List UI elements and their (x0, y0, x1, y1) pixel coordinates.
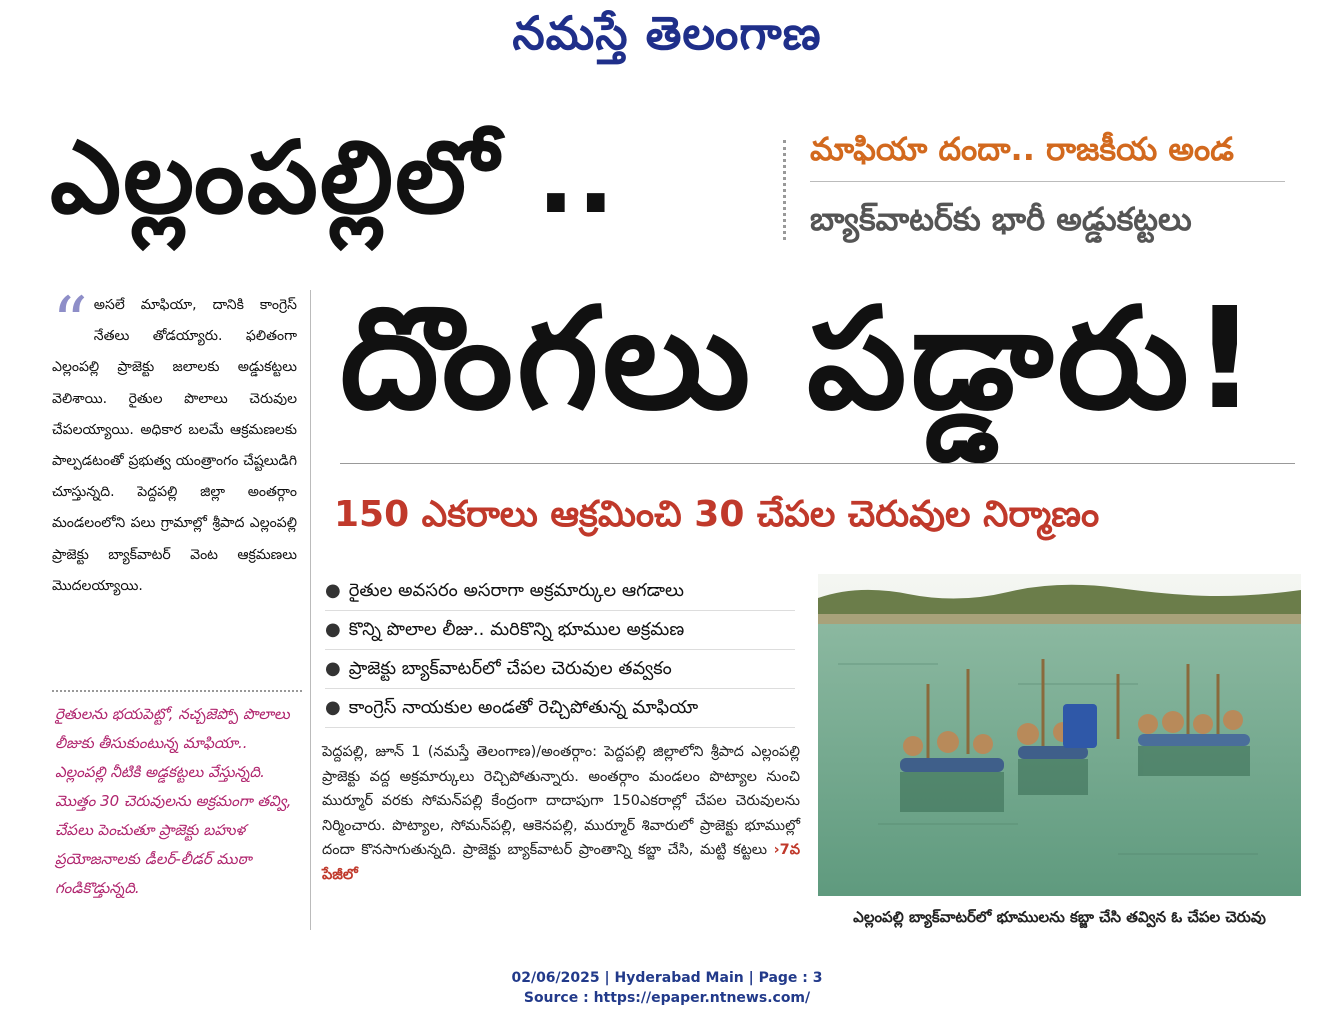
bullet-dot-icon: ● (325, 658, 341, 679)
pull-quote: రైతులను భయపెట్టో, నచ్చజెప్పో పొలాలు లీజుకు తీసుకుంటున్న మాఫియా.. ఎల్లంపల్లి నీటికి అడ్డకట్టలు వేస్తున్నది. మొత్తం 30 చెరువులను అక్రమంగా తవ్వి, చేపలు పెంచుతూ ప్రాజెక్టు బహుళ ప్రయోజనాలకు డీలర్-లీడర్ ముఠా గండికొడ్తున్నది. (55, 705, 292, 897)
bullet-dot-icon: ● (325, 580, 341, 601)
headline-line-2: దొంగలు పడ్డారు! (340, 278, 1261, 441)
list-item: ● కాంగ్రెస్ నాయకుల అండతో రెచ్చిపోతున్న మాఫియా (325, 689, 795, 728)
quote-mark-icon: “ (52, 282, 88, 364)
bullet-list (325, 572, 795, 728)
masthead: నమస్తే తెలంగాణ (512, 6, 822, 60)
column-divider (310, 290, 311, 930)
section-divider (52, 690, 302, 692)
page-footer (0, 968, 1334, 1008)
kicker-1: మాఫియా దందా.. రాజకీయ అండ (810, 130, 1234, 168)
list-item: ● రైతుల అవసరం అసరాగా అక్రమార్కుల ఆగడాలు (325, 572, 795, 611)
article-body-text: పెద్దపల్లి, జూన్ 1 (నమస్తే తెలంగాణ)/అంతర్గాం: పెద్దపల్లి జిల్లాలోని శ్రీపాద ఎల్లంపల్లి ప్రాజెక్టు వద్ద అక్రమార్కులు రెచ్చిపోతున్నారు. అంతర్గాం మండలం పొట్యాల నుంచి ముర్మూర్ వరకు సోమన్‌పల్లి కేంద్రంగా దాదాపుగా 150ఎకరాల్లో చేపల చెరువులను నిర్మించారు. పొట్యాల, సోమన్‌పల్లి, ఆకెనపల్లి, ముర్మూర్ శివారులో ప్రాజెక్టు భూముల్లో దందా కొనసాగుతున్నది. ప్రాజెక్టు బ్యాక్‌వాటర్ ప్రాంతాన్ని కబ్జా చేసి, మట్టి కట్టలు (322, 744, 800, 858)
kicker-divider (783, 140, 790, 240)
list-item: ● కొన్ని పొలాల లీజు.. మరికొన్ని భూముల అక్రమణ (325, 611, 795, 650)
fish-pond-photo (818, 574, 1301, 896)
bullet-dot-icon: ● (325, 697, 341, 718)
photo-caption: ఎల్లంపల్లి బ్యాక్‌వాటర్‌లో భూములను కబ్జా చేసి తవ్విన ఓ చేపల చెరువు (853, 908, 1266, 926)
kicker-2: బ్యాక్‌వాటర్‌కు భారీ అడ్డుకట్టలు (810, 200, 1192, 238)
bullet-dot-icon: ● (325, 619, 341, 640)
headline-line-1: ఎల్లంపల్లిలో .. (50, 119, 617, 236)
kicker-rule (810, 181, 1285, 182)
headline-rule (340, 463, 1295, 464)
intro-quote-text: అసలే మాఫియా, దానికి కాంగ్రెస్ నేతలు తోడయ్యారు. ఫలితంగా ఎల్లంపల్లి ప్రాజెక్టు జలాలకు అడ్డుకట్టలు వెలిశాయి. రైతుల పొలాలు చెరువుల చేపలయ్యాయి. అధికార బలమే ఆక్రమణలకు పాల్పడటంతో ప్రభుత్వ యంత్రాంగం చేష్టలుడిగి చూస్తున్నది. పెద్దపల్లి జిల్లా అంతర్గాం మండలంలోని పలు గ్రామాల్లో శ్రీపాద ఎల్లంపల్లి ప్రాజెక్టు బ్యాక్‌వాటర్ వెంట ఆక్రమణలు మొదలయ్యాయి. (52, 297, 297, 594)
main-subheading: 150 ఎకరాలు ఆక్రమించి 30 చేపల చెరువుల నిర్మాణం (334, 494, 1100, 535)
intro-quote (52, 282, 297, 602)
footer-date-edition: 02/06/2025 | Hyderabad Main | Page : 3 (511, 970, 823, 986)
list-item: ● ప్రాజెక్టు బ్యాక్‌వాటర్‌లో చేపల చెరువుల తవ్వకం (325, 650, 795, 689)
article-body (322, 740, 800, 887)
footer-source-link[interactable]: Source : https://epaper.ntnews.com/ (523, 990, 811, 1006)
continued-link[interactable]: ›7వ పేజీలో (322, 842, 800, 883)
